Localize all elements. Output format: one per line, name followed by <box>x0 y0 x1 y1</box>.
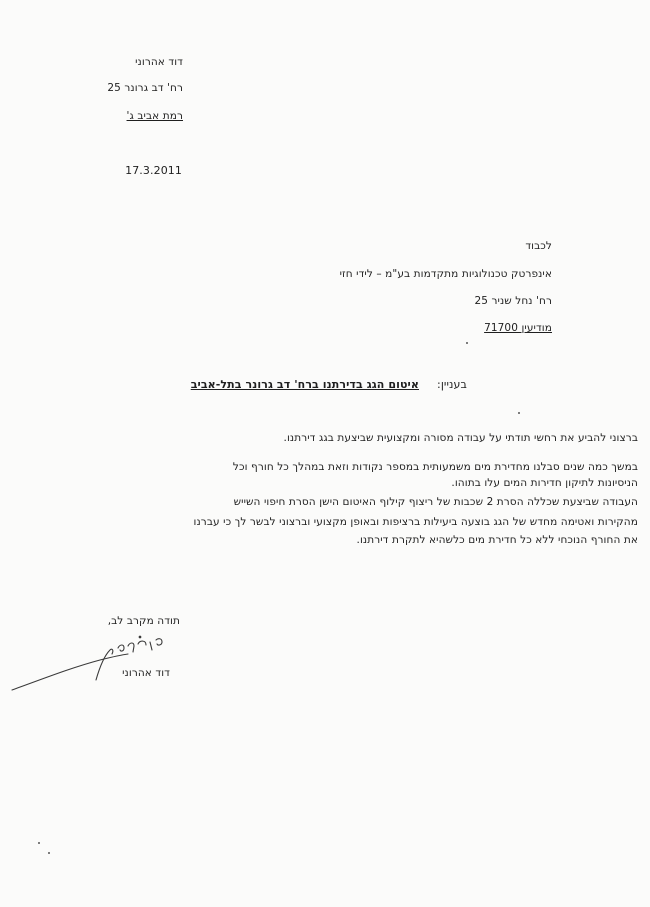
scan-speck <box>48 852 50 854</box>
subject-text: איטום הגג בדירתנו ברח' דב גרונר בתל-אביב <box>190 378 419 391</box>
paragraph-3-line-3: את החורף הנוכחי ללא כל חדירת מים כלשהיא לתקרת דירתנו. <box>356 534 638 546</box>
paragraph-1-line-1: ברצוני להביע את רחשי תודתי על עבודה מסורה ומקצועית שביצעת בגג דירתנו. <box>283 432 638 444</box>
paragraph-2-line-1: במשך כמה שנים סבלנו מחדירת מים משמעותית במספר נקודות וזאת במהלך כל חורף וכל <box>232 461 638 473</box>
closing-text: תודה מקרב לב, <box>107 615 180 627</box>
scan-speck <box>38 842 40 844</box>
recipient-street: רח' נחל שניר 25 <box>474 295 552 307</box>
handwritten-signature <box>0 620 180 700</box>
scan-speck <box>466 342 468 344</box>
sender-name: דוד אהרוני <box>135 56 183 68</box>
scan-speck <box>518 412 520 414</box>
paragraph-2-line-2: הניסיונות לתיקון חדירות המים עלו בתוהו. <box>451 477 638 489</box>
paragraph-3-line-1: העבודה שביצעת שכללה הסרת 2 שכבות של ריצוף קילוף האיטום הישן הסרת חיפוי השייש <box>233 496 638 508</box>
recipient-company: אינפרטק טכנולוגיות מתקדמות בע"מ – לידי חזי <box>339 268 552 280</box>
sender-street: רח' דב גרונר 25 <box>107 82 183 94</box>
paragraph-3-line-2: מהקירות ואטימה מחדש של הגג בוצעה ביעילות ברציפות ובאופן מקצועי וברצוני לבשר לך כי עברנו <box>193 516 638 528</box>
signature-name: דוד אהרוני <box>122 667 170 679</box>
recipient-title: לכבוד <box>525 240 552 252</box>
subject-label: בעניין: <box>437 378 467 391</box>
sender-city: רמת אביב ג' <box>126 110 183 122</box>
recipient-city: מודיעין 71700 <box>484 322 552 334</box>
letter-date: 17.3.2011 <box>125 164 182 177</box>
